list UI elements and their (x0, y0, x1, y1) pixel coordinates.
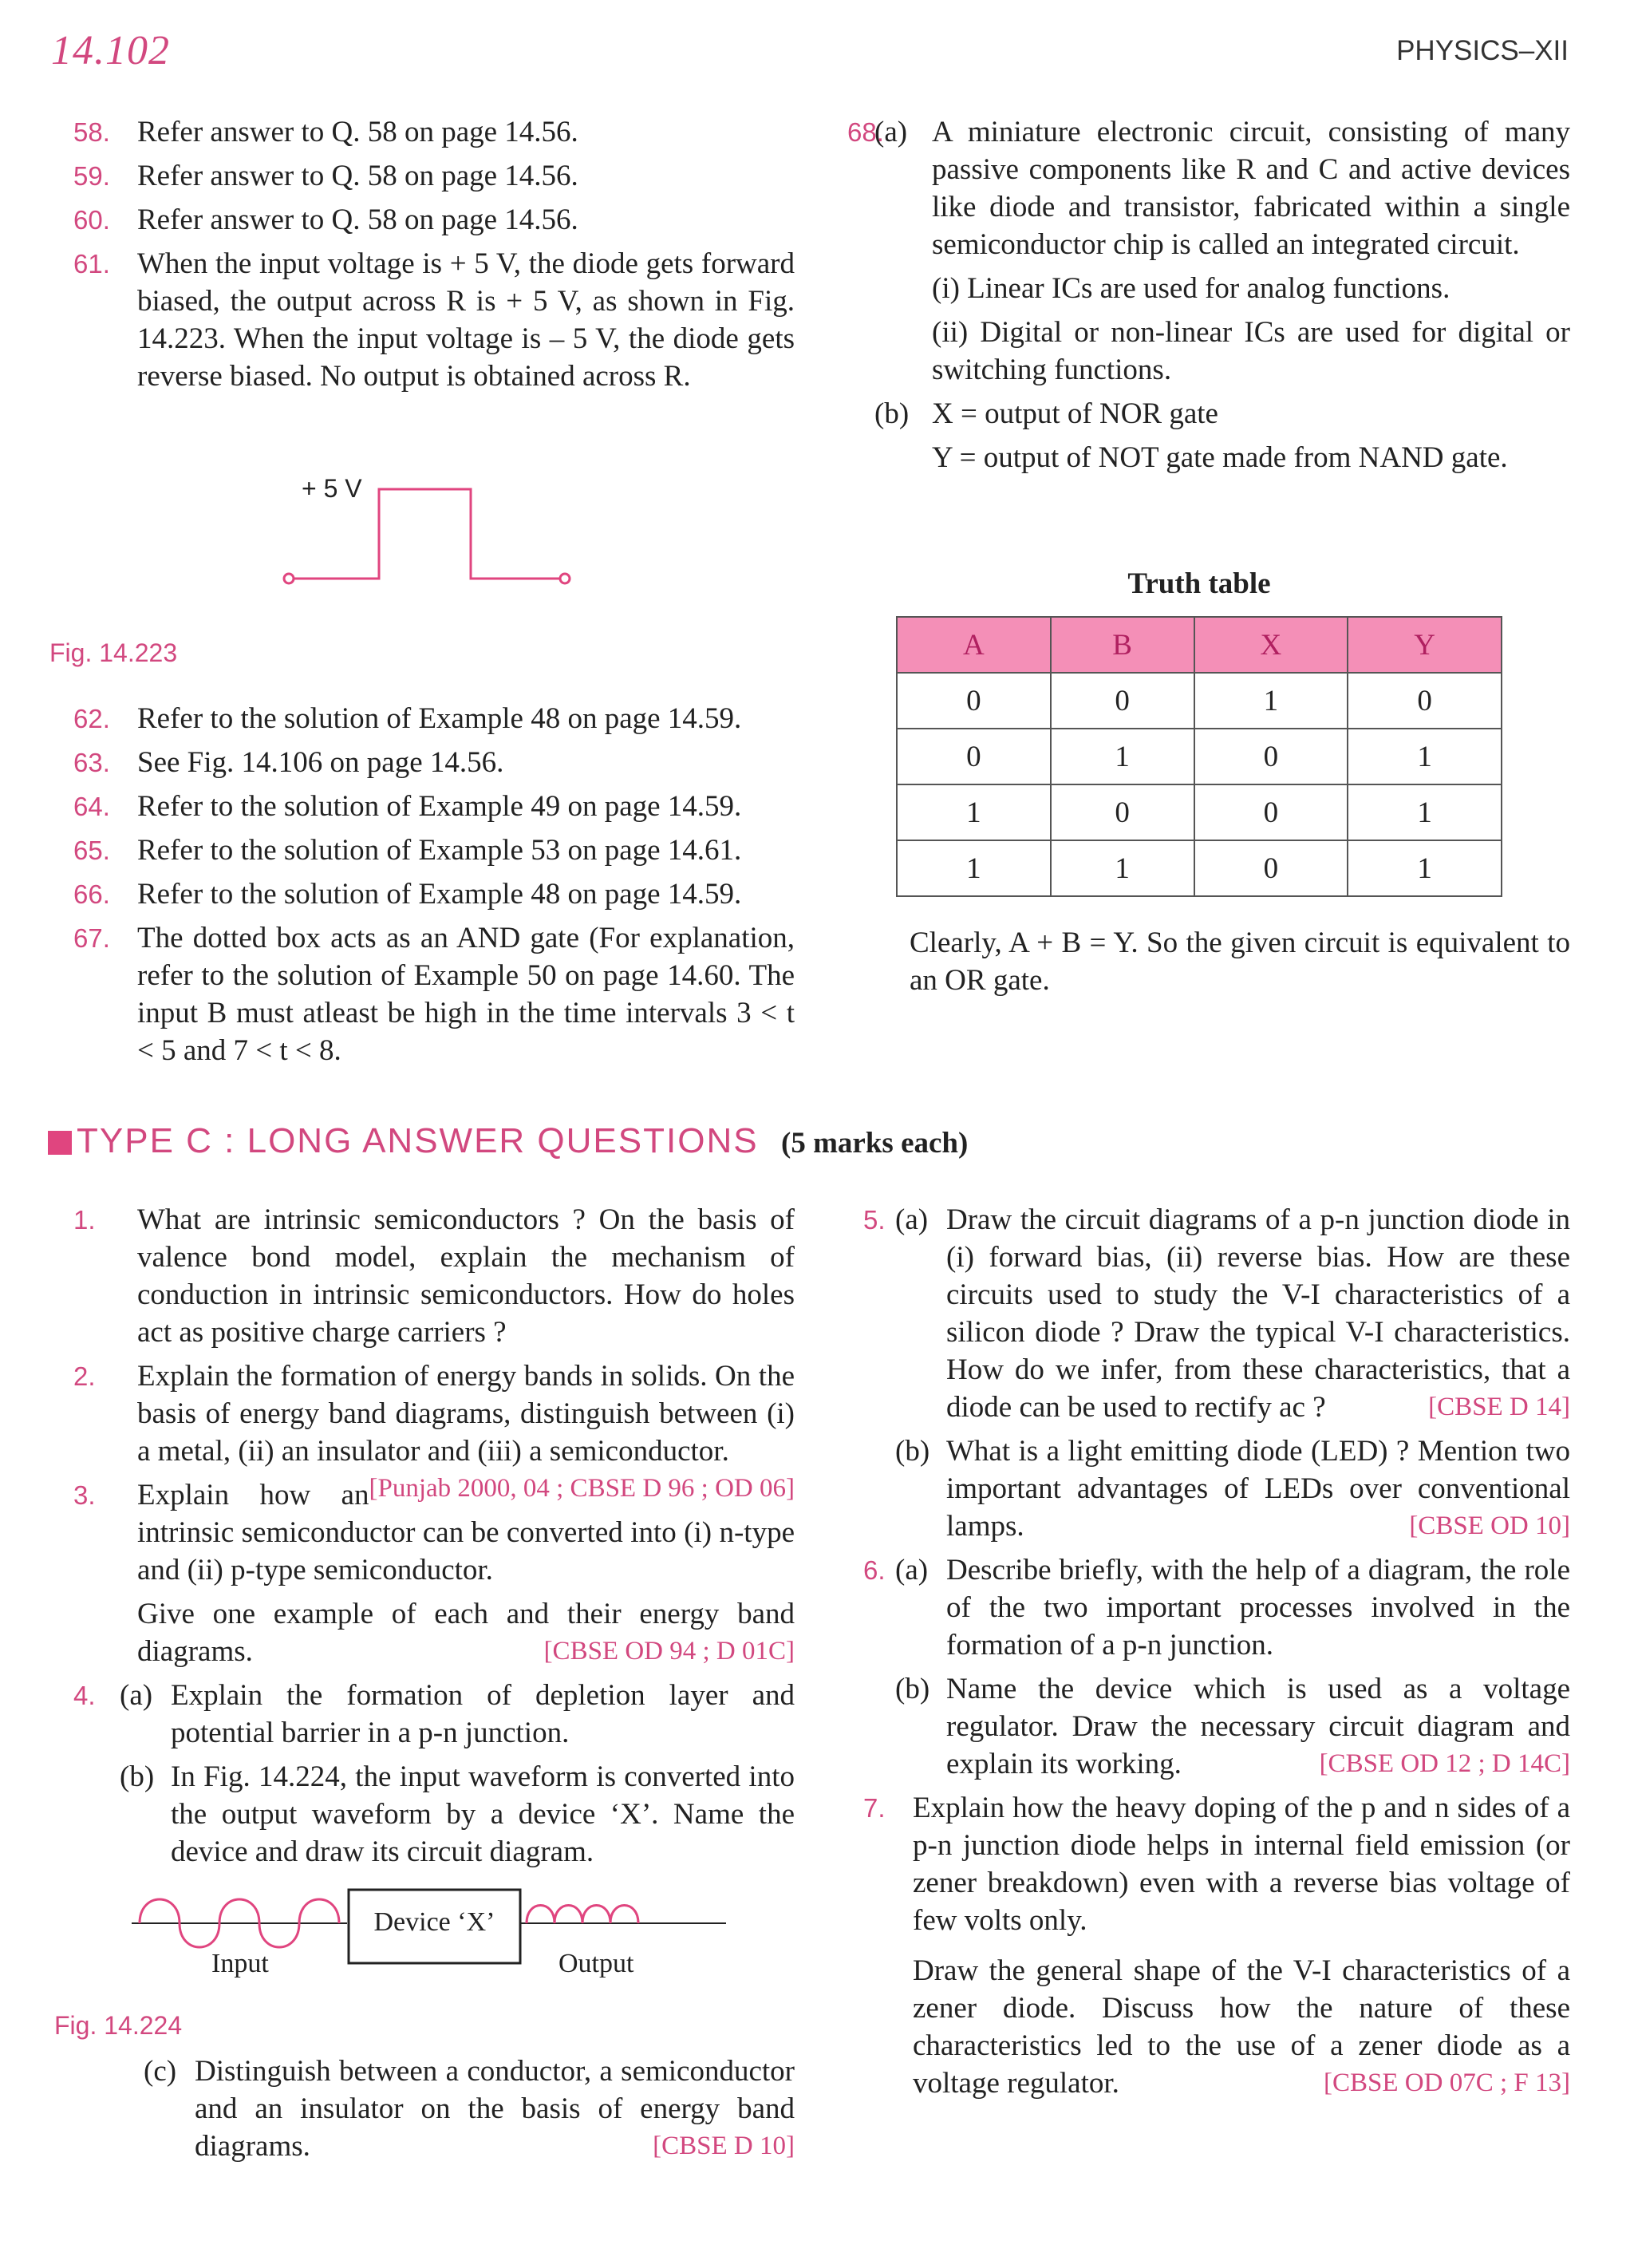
answer-item: 62. Refer to the solution of Example 48 on page 14.59. (73, 702, 742, 735)
answer-item: 61. When the input voltage is + 5 V, the diode gets forward biased, the output across R is + 5 V, as shown in Fig. 14.223. When the input voltage is – 5 V, the diode gets reverse biased. No output is obtained across R. (73, 247, 795, 393)
book-title: PHYSICS–XII (1396, 35, 1569, 66)
table-row: 1 0 0 1 (897, 784, 1502, 840)
table-header-row (897, 617, 1502, 673)
table-row: 1 1 0 1 (897, 840, 1502, 896)
column-header: Y (1348, 617, 1502, 673)
question-item: 2. Explain the formation of energy bands in solids. On the basis of energy band diagrams, distinguish between (i) a metal, (ii) an insulator and (iii) a semiconductor. [Punjab 2000, 04 ; CBSE D 96 ; OD 06] (73, 1360, 795, 1503)
question-item: 6. (a) Describe briefly, with the help of a diagram, the role of the two important processes involved in the formation of a p-n junction. (b) Name the device which is used as a voltage regulator. Draw the necessary circuit diagram and explain its working. [CBSE OD 12 ; D 14C] (863, 1554, 1570, 1780)
section-marker-icon (48, 1131, 72, 1155)
page-number: 14.102 (51, 28, 170, 73)
answer-item: 65. Refer to the solution of Example 53 on page 14.61. (73, 834, 742, 867)
output-label: Output (558, 1949, 634, 1978)
answer-item: 63. See Fig. 14.106 on page 14.56. (73, 746, 504, 779)
answer-item: 67. The dotted box acts as an AND gate (For explanation, refer to the solution of Example 50 on page 14.60. The input B must atleast be high in the time intervals 3 < t < 5 and 7 < t < 8. (73, 922, 795, 1067)
question-4c: (c) Distinguish between a conductor, a semiconductor and an insulator on the basis of energy band diagrams. [CBSE D 10] (144, 2055, 795, 2163)
device-label: Device ‘X’ (373, 1907, 495, 1937)
figure-caption: Fig. 14.223 (49, 638, 178, 667)
answer-item: 58. Refer answer to Q. 58 on page 14.56. (73, 116, 578, 148)
input-label: Input (211, 1949, 269, 1978)
answers-58-61 (53, 113, 795, 395)
question-item: 4. (a) Explain the formation of depletion layer and potential barrier in a p-n junction. (b) In Fig. 14.224, the input waveform is converted into the output waveform by a device ‘X’. Name the device and draw its circuit diagram. (73, 1679, 795, 1868)
question-item: 5. (a) Draw the circuit diagrams of a p-n junction diode in (i) forward bias, (ii) reverse bias. How are these circuits used to study the V-I characteristics of a silicon diode ? Draw the typical V-I characteristics. How do we infer, from these characteristics, that a diode can be used to rectify ac ? [CBSE D 14] (b) What is a light emitting diode (LED) ? Mention two important advantages of LEDs over conventional lamps. [CBSE OD 10] (863, 1203, 1570, 1543)
table-row: 0 0 1 0 (897, 673, 1502, 729)
voltage-label: + 5 V (302, 474, 362, 503)
long-questions-left (53, 1201, 795, 1871)
question-item-continued: Draw the general shape of the V-I characteristics of a zener diode. Discuss how the nature of these characteristics led to the use of a zener diode as a voltage regulator. [CBSE OD 07C ; F 13] (913, 1954, 1570, 2100)
answer-item: 64. Refer to the solution of Example 49 on page 14.59. (73, 790, 742, 823)
column-header: A (897, 617, 1051, 673)
answer-item: 60. Refer answer to Q. 58 on page 14.56. (73, 203, 578, 236)
question-item-continued: Give one example of each and their energy band diagrams. [CBSE OD 94 ; D 01C] (137, 1598, 795, 1668)
column-header: B (1051, 617, 1194, 673)
figure-caption: Fig. 14.224 (54, 2011, 183, 2040)
conclusion-text: Clearly, A + B = Y. So the given circuit is equivalent to an OR gate. (910, 927, 1570, 997)
answers-62-67 (53, 700, 795, 1069)
question-item: 7. Explain how the heavy doping of the p and n sides of a p-n junction diode helps in internal field emission (or zener breakdown) even with a reverse bias voltage of few volts only. (863, 1792, 1570, 1937)
column-header: X (1194, 617, 1348, 673)
answer-item: 59. Refer answer to Q. 58 on page 14.56. (73, 160, 578, 192)
truth-table-title: Truth table (1127, 567, 1271, 600)
answer-68: 68. (a) A miniature electronic circuit, consisting of many passive components like R and C and active devices like diode and transistor, fabricated within a single semiconductor chip is called an integrated circuit. (i) Linear ICs are used for analog functions. (ii) Digital or non-linear ICs are used for digital or switching functions. (b) X = output of NOR gate Y = output of NOT gate made from NAND gate. (847, 116, 1570, 474)
question-item: 1. What are intrinsic semiconductors ? On the basis of valence bond model, explain the mechanism of conduction in intrinsic semiconductors. How do holes act as positive charge carriers ? (73, 1203, 795, 1349)
question-item: 3. Explain how an intrinsic semiconductor can be converted into (i) n-type and (ii) p-type semiconductor. (73, 1479, 795, 1586)
truth-table (896, 616, 1502, 897)
section-heading: TYPE C : LONG ANSWER QUESTIONS (5 marks each) (48, 1121, 968, 1161)
answer-item: 66. Refer to the solution of Example 48 on page 14.59. (73, 878, 742, 911)
table-row: 0 1 0 1 (897, 729, 1502, 784)
long-questions-right (828, 1201, 1570, 2102)
